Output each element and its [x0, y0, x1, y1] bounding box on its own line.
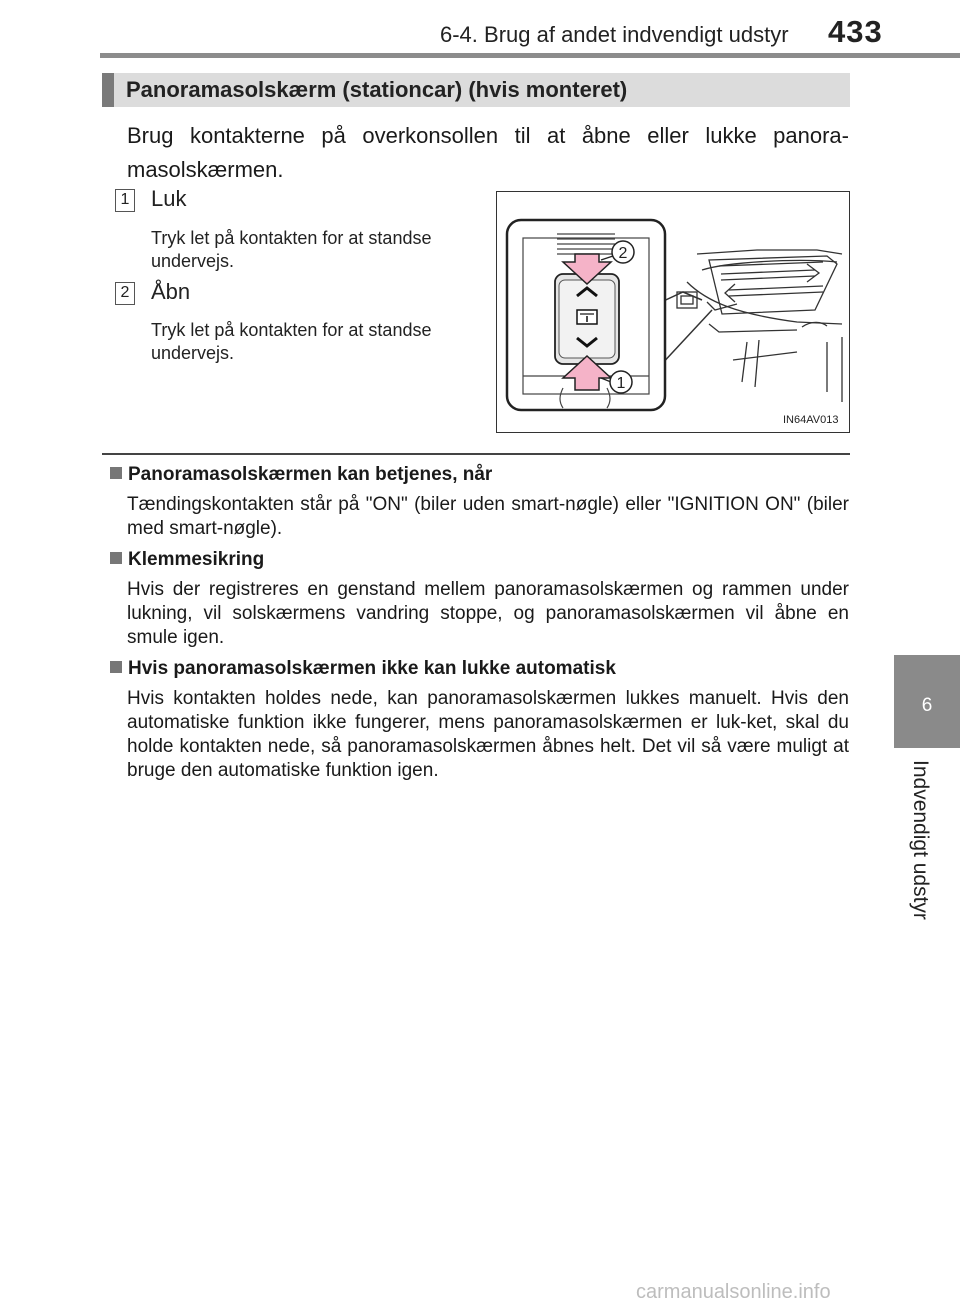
- step-number-2: 2: [115, 282, 135, 305]
- step-description-1: Tryk let på kontakten for at standse undervejs.: [151, 228, 432, 271]
- page-number: 433: [828, 14, 883, 49]
- chapter-tab: [894, 655, 960, 748]
- figure-illustration: [497, 192, 849, 432]
- step-description-2: Tryk let på kontakten for at standse undervejs.: [151, 320, 432, 363]
- chapter-number: 6: [921, 695, 933, 716]
- section-heading: [102, 73, 850, 107]
- section-title: 6-4. Brug af andet indvendigt udstyr: [440, 22, 789, 47]
- note-heading-1: Panoramasolskærmen kan betjenes, når: [110, 464, 492, 486]
- section-divider: [102, 453, 850, 455]
- square-bullet-icon: [110, 467, 122, 479]
- watermark: carmanualsonline.info: [636, 1281, 831, 1303]
- callout-2-label: 2: [618, 245, 628, 262]
- roof-sketch: [677, 250, 842, 402]
- intro-paragraph: Brug kontakterne på overkonsollen til at åbne eller lukke panora-masolskærmen.: [127, 123, 849, 182]
- heading-accent-bar: [102, 73, 114, 107]
- note-body-3: Hvis kontakten holdes nede, kan panoramasolskærmen lukkes manuelt. Hvis den automatiske funktion ikke fungerer, mens panoramasolskærmen er luk-ket, skal du holde kontakten nede, så panoramasolskærmen åbnes helt. Det vil så være muligt at bruge den automatiske funktion igen.: [127, 688, 849, 781]
- callout-1-label: 1: [616, 375, 626, 392]
- step-title-1: Luk: [151, 186, 187, 211]
- note-heading-2: Klemmesikring: [110, 549, 264, 571]
- sunshade-switch-figure: [496, 191, 850, 433]
- square-bullet-icon: [110, 661, 122, 673]
- section-heading-text: Panoramasolskærm (stationcar) (hvis monteret): [126, 77, 628, 102]
- note-body-2: Hvis der registreres en genstand mellem panoramasolskærmen og rammen under lukning, vil solskærmens vandring stoppe, og panoramasolskærmen vil åbne en smule igen.: [127, 579, 849, 648]
- square-bullet-icon: [110, 552, 122, 564]
- note-body-1: Tændingskontakten står på "ON" (biler uden smart-nøgle) eller "IGNITION ON" (biler med smart-nøgle).: [127, 494, 849, 539]
- chapter-label: Indvendigt udstyr: [909, 760, 932, 920]
- figure-code: IN64AV013: [783, 414, 839, 426]
- step-title-2: Åbn: [151, 279, 191, 304]
- step-number-1: 1: [115, 189, 135, 212]
- note-heading-3: Hvis panoramasolskærmen ikke kan lukke automatisk: [110, 658, 616, 680]
- header-rule: [100, 53, 960, 58]
